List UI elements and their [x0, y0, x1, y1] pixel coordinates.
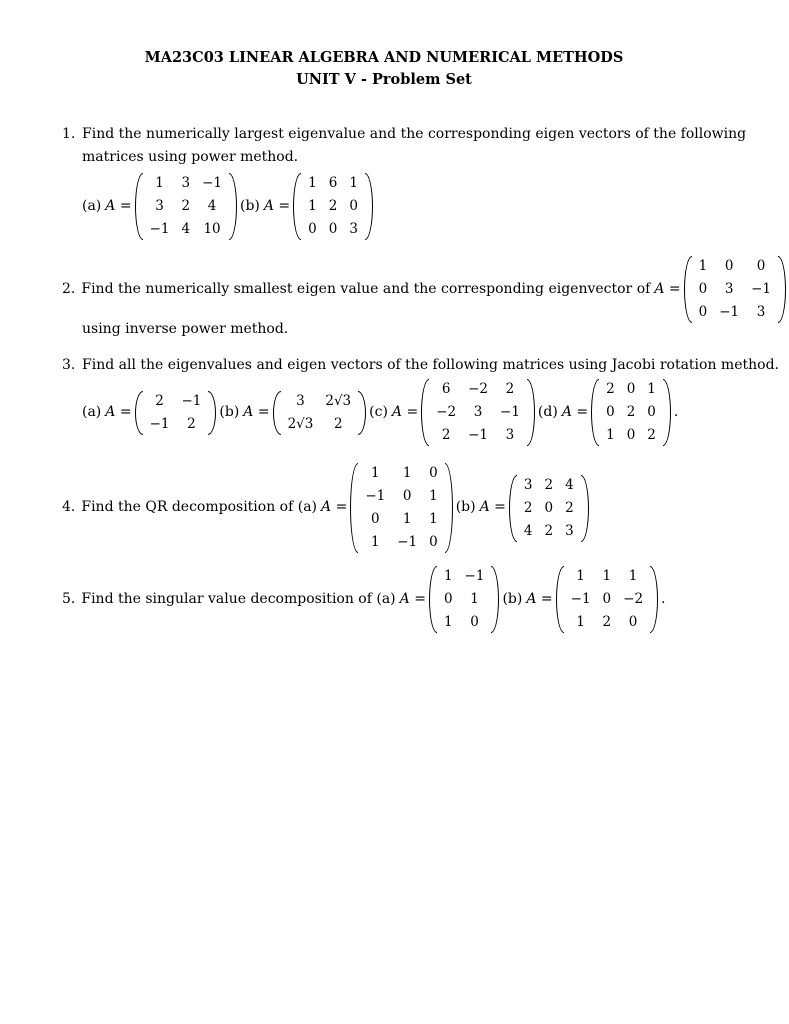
matrix-grid: [430, 378, 526, 447]
matrix-entry: −1: [365, 488, 386, 504]
matrix-entry: 0: [606, 404, 615, 420]
matrix-entry: 2: [647, 427, 656, 443]
matrix-entry: 1: [443, 614, 453, 630]
matrix-row-3: [693, 301, 777, 324]
matrix-entry: −1: [719, 304, 740, 320]
matrix-entry: 3: [523, 476, 533, 493]
matrix-entry: 4: [565, 476, 574, 493]
end-period: .: [661, 590, 666, 607]
matrix-variable: A =: [561, 403, 589, 420]
matrix-entry: 1: [349, 175, 358, 191]
matrix-entry: 1: [370, 534, 380, 550]
matrix-entry: 6: [328, 175, 338, 191]
problem-number: 3.: [62, 357, 76, 373]
matrix-row-1: [359, 462, 443, 485]
matrix-entry: 1: [628, 568, 638, 584]
matrix-row: [62, 462, 592, 554]
matrix-variable: A =: [263, 197, 291, 214]
matrix-variable: A =: [105, 403, 132, 420]
matrix-entry: 1: [308, 175, 317, 191]
matrix-entry: 0: [429, 465, 438, 481]
matrix-row-2: [430, 401, 526, 424]
matrix-entry: 4: [523, 522, 533, 539]
matrix-grid: [359, 462, 443, 554]
matrix-entry: 2: [602, 614, 612, 630]
matrix-entry: 2: [523, 499, 533, 516]
matrix-entry: −1: [202, 175, 222, 191]
matrix-entry: 3: [756, 304, 766, 320]
matrix-grid: [518, 474, 580, 543]
matrix-entry: 0: [698, 304, 708, 320]
matrix-row: [62, 255, 789, 324]
problem-number: 5.: [62, 590, 76, 607]
matrix-5b: [555, 565, 659, 634]
matrix-entry: 0: [628, 614, 638, 630]
matrix-row-2: [144, 195, 228, 218]
matrix-3d: [590, 378, 672, 447]
matrix-entry: 1: [470, 591, 479, 607]
problem-text: Find all the eigenvalues and eigen vectors of the following matrices using Jacobi rotation method.: [82, 357, 779, 373]
matrix-variable: A =: [479, 499, 506, 516]
matrix-entry: 1: [402, 465, 412, 481]
matrix-2: [683, 255, 787, 324]
matrix-variable: A =: [105, 197, 132, 214]
problem-text: Find the numerically largest eigenvalue and the corresponding eigen vectors of the following: [82, 126, 747, 142]
matrix-entry: 2: [333, 415, 343, 432]
matrix-row-3: [565, 611, 649, 634]
matrix-entry: 3: [505, 427, 515, 443]
matrix-row: [62, 565, 666, 634]
matrix-entry: 6: [441, 381, 451, 397]
matrix-entry: −1: [751, 281, 772, 297]
matrix-variable: A =: [526, 590, 553, 607]
matrix-row: [82, 378, 678, 447]
matrix-entry: 2√3: [287, 415, 314, 432]
part-label: (b): [239, 197, 260, 214]
matrix-entry: 3: [473, 404, 483, 420]
part-label: (c): [369, 403, 388, 420]
matrix-grid: [600, 378, 662, 447]
matrix-entry: 2: [544, 522, 554, 539]
matrix-row-3: [359, 508, 443, 531]
matrix-entry: 1: [443, 568, 453, 584]
matrix-entry: 2√3: [325, 392, 352, 409]
matrix-entry: 0: [349, 198, 358, 214]
matrix-entry: −2: [623, 591, 644, 607]
matrix-entry: 2: [155, 392, 164, 409]
matrix-entry: 2: [441, 427, 451, 443]
matrix-variable: A =: [321, 499, 348, 516]
problem-number: 2.: [62, 280, 76, 297]
matrix-entry: 0: [698, 281, 708, 297]
problem-text: Find the QR decomposition of (a): [81, 499, 318, 516]
matrix-3a: [134, 390, 218, 436]
matrix-entry: 1: [308, 198, 317, 214]
matrix-entry: 0: [443, 591, 453, 607]
matrix-1a: [134, 172, 238, 241]
matrix-row-1: [144, 172, 228, 195]
matrix-entry: 1: [576, 568, 585, 584]
end-period: .: [673, 403, 679, 420]
matrix-entry: 4: [181, 221, 191, 237]
matrix-variable: A =: [654, 280, 681, 297]
problem-text-cont: using inverse power method.: [82, 321, 289, 337]
problem-text-cont: matrices using power method.: [82, 149, 299, 165]
matrix-entry: 2: [544, 476, 554, 493]
matrix-row-2: [359, 485, 443, 508]
matrix-entry: 3: [296, 392, 305, 409]
matrix-entry: 1: [647, 381, 656, 397]
document-header: [0, 47, 768, 91]
matrix-entry: 0: [402, 488, 412, 504]
matrix-row-2: [302, 195, 364, 218]
matrix-entry: 0: [626, 381, 636, 397]
matrix-entry: 0: [544, 499, 554, 516]
matrix-entry: −1: [149, 221, 170, 237]
matrix-entry: −1: [468, 427, 489, 443]
matrix-entry: 0: [626, 427, 636, 443]
matrix-entry: 2: [565, 499, 574, 516]
matrix-row-2: [438, 588, 491, 611]
part-label: (b): [219, 403, 240, 420]
matrix-entry: 0: [724, 258, 734, 274]
matrix-row-3: [438, 611, 491, 634]
matrix-row-1: [565, 565, 649, 588]
matrix-row-2: [518, 497, 580, 520]
matrix-row-1: [600, 378, 662, 401]
matrix-entry: 0: [308, 221, 317, 237]
matrix-row-1: [144, 390, 208, 413]
matrix-row-4: [359, 531, 443, 554]
matrix-entry: 4: [207, 198, 217, 214]
matrix-5a: [428, 565, 501, 634]
matrix-row-3: [600, 424, 662, 447]
matrix-entry: 0: [328, 221, 338, 237]
problem-text: Find the singular value decomposition of (a): [81, 590, 396, 607]
matrix-entry: 3: [724, 281, 734, 297]
matrix-entry: 0: [370, 511, 380, 527]
matrix-entry: −1: [149, 415, 170, 432]
matrix-entry: 1: [429, 488, 438, 504]
problem-number: 4.: [62, 499, 76, 516]
part-label: (b): [502, 590, 523, 607]
matrix-entry: −1: [181, 392, 202, 409]
matrix-entry: 1: [155, 175, 164, 191]
matrix-variable: A =: [243, 403, 270, 420]
matrix-4b: [508, 474, 590, 543]
matrix-entry: 1: [698, 258, 708, 274]
matrix-3c: [420, 378, 536, 447]
matrix-row-1: [438, 565, 491, 588]
matrix-row-3: [430, 424, 526, 447]
matrix-entry: 1: [429, 511, 438, 527]
matrix-entry: 1: [576, 614, 585, 630]
matrix-entry: 0: [756, 258, 766, 274]
matrix-row-2: [282, 413, 358, 436]
matrix-entry: −2: [436, 404, 457, 420]
part-label: (b): [455, 499, 476, 516]
matrix-entry: 3: [181, 175, 191, 191]
matrix-entry: 2: [626, 404, 636, 420]
matrix-row-3: [518, 520, 580, 543]
matrix-variable: A =: [391, 403, 419, 420]
course-title: MA23C03 LINEAR ALGEBRA AND NUMERICAL METHODS: [144, 49, 624, 66]
matrix-row: [82, 172, 376, 241]
matrix-entry: −2: [468, 381, 489, 397]
matrix-entry: 3: [349, 221, 358, 237]
matrix-entry: −1: [500, 404, 520, 420]
matrix-row-3: [144, 218, 228, 241]
matrix-row-2: [565, 588, 649, 611]
matrix-entry: 1: [370, 465, 380, 481]
matrix-grid: [438, 565, 491, 634]
problem-text: Find the numerically smallest eigen value and the corresponding eigenvector of: [81, 280, 651, 297]
matrix-row-3: [302, 218, 364, 241]
matrix-grid: [144, 390, 208, 436]
matrix-entry: 2: [606, 381, 615, 397]
matrix-grid: [565, 565, 649, 634]
matrix-entry: 1: [606, 427, 615, 443]
part-label: (a): [82, 197, 102, 214]
matrix-entry: 3: [155, 198, 164, 214]
matrix-entry: −1: [464, 568, 485, 584]
unit-title: UNIT V - Problem Set: [296, 71, 472, 88]
matrix-grid: [302, 172, 364, 241]
matrix-4a: [349, 462, 453, 554]
part-label: (a): [82, 403, 102, 420]
matrix-entry: 10: [203, 221, 221, 237]
matrix-entry: 1: [602, 568, 612, 584]
matrix-entry: 2: [181, 198, 191, 214]
matrix-1b: [292, 172, 374, 241]
matrix-entry: 0: [470, 614, 479, 630]
matrix-entry: 1: [402, 511, 412, 527]
matrix-row-2: [144, 413, 208, 436]
matrix-row-1: [282, 390, 358, 413]
matrix-row-1: [430, 378, 526, 401]
matrix-3b: [272, 390, 368, 436]
matrix-variable: A =: [399, 590, 426, 607]
matrix-entry: 2: [505, 381, 515, 397]
matrix-entry: 0: [647, 404, 656, 420]
matrix-entry: 2: [187, 415, 196, 432]
matrix-grid: [144, 172, 228, 241]
matrix-row-2: [600, 401, 662, 424]
matrix-grid: [693, 255, 777, 324]
matrix-row-1: [693, 255, 777, 278]
matrix-entry: 2: [328, 198, 338, 214]
matrix-row-1: [302, 172, 364, 195]
matrix-entry: 3: [565, 522, 574, 539]
matrix-row-2: [693, 278, 777, 301]
matrix-entry: −1: [570, 591, 591, 607]
matrix-grid: [282, 390, 358, 436]
matrix-entry: −1: [397, 534, 418, 550]
matrix-entry: 0: [602, 591, 612, 607]
part-label: (d): [537, 403, 558, 420]
matrix-entry: 0: [429, 534, 438, 550]
matrix-row-1: [518, 474, 580, 497]
problem-number: 1.: [62, 126, 76, 142]
